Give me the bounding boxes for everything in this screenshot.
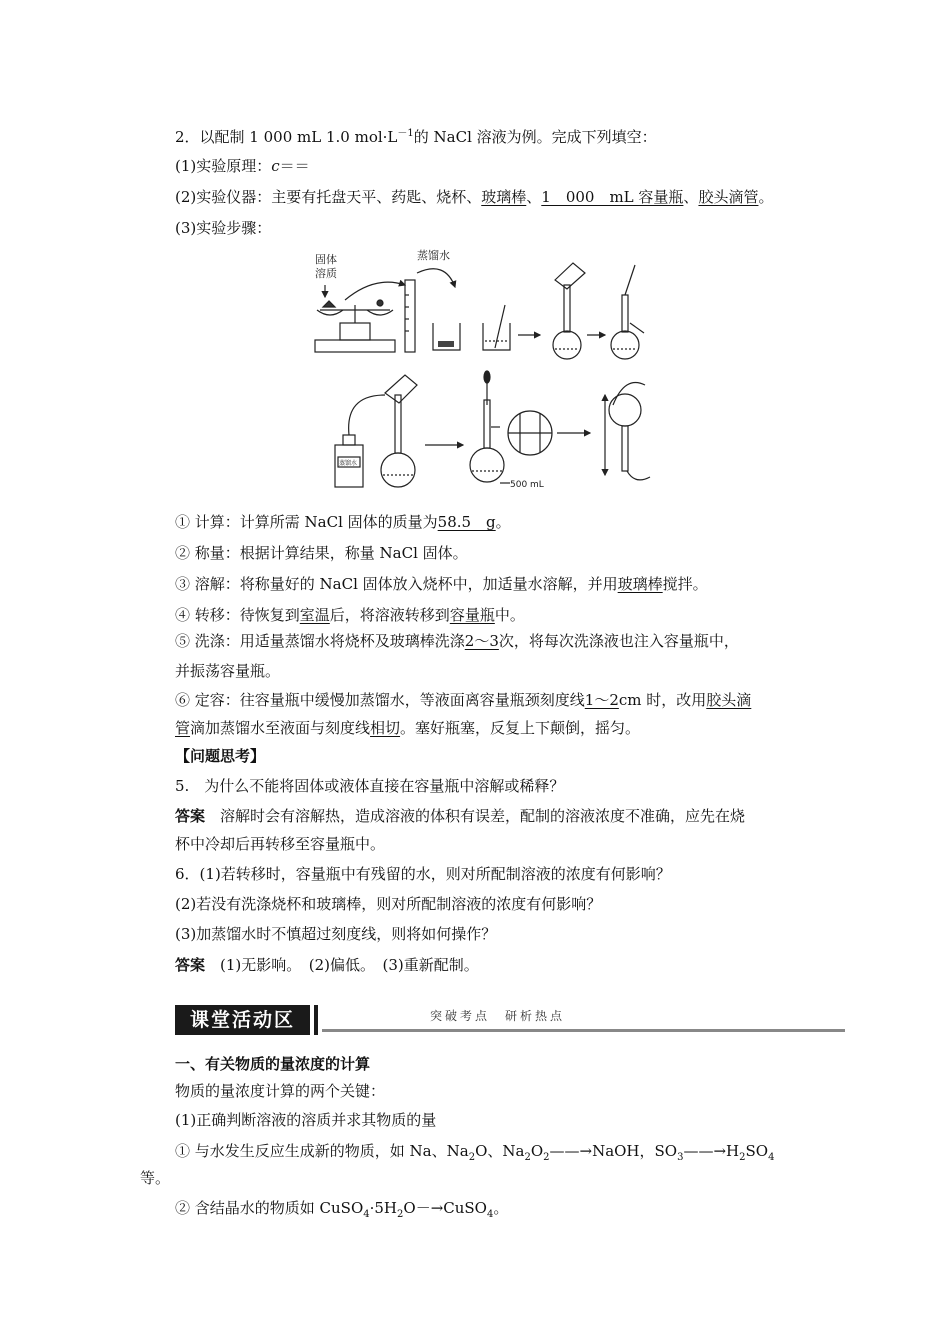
p3-text-a: ① 与水发生反应生成新的物质，如 Na、Na: [175, 1142, 469, 1160]
step-5-cont: [175, 661, 280, 681]
step-1: [175, 512, 511, 532]
step-5-answer: 2～3: [464, 632, 499, 650]
part1-p1: [175, 1081, 385, 1101]
p3-sub: 2: [524, 1152, 531, 1163]
step-5-text-2: 次，将每次洗涤液也注入容量瓶中，: [498, 632, 739, 650]
p3-wrap-text: 等。: [140, 1169, 171, 1187]
solution-preparation-diagram: [305, 245, 660, 495]
banner-title: 课堂活动区: [175, 1005, 310, 1035]
step-4-answer-1: 室温: [299, 606, 330, 624]
question-5-text: 5. 为什么不能将固体或液体直接在容量瓶中溶解或稀释？: [175, 777, 565, 795]
answer-5-text-2: 杯中冷却后再转移至容量瓶中。: [175, 835, 386, 853]
p4-text-d: 。: [493, 1199, 509, 1217]
p3-sub: 2: [543, 1152, 550, 1163]
meniscus-zoom-icon: [508, 411, 552, 455]
step-3-text: ③ 溶解：将称量好的 NaCl 固体放入烧杯中，加适量水溶解，并用: [175, 575, 618, 593]
questions-heading: [175, 746, 265, 766]
p4-text-b: ·5H: [369, 1199, 398, 1217]
p4-sub: 4: [486, 1209, 494, 1220]
intro-text-end: 的 NaCl 溶液为例。完成下列填空：: [413, 128, 657, 146]
instrument-volumetric-flask: 1 000 mL 容量瓶: [541, 188, 684, 206]
step-5-text-3: 并振荡容量瓶。: [175, 662, 281, 680]
label-solute: 溶质: [315, 267, 337, 280]
step-6-answer-2: 胶头滴: [706, 691, 752, 709]
wash-bottle-icon: [335, 395, 385, 487]
answer-5-cont: [175, 834, 385, 854]
step-6-answer-2-cont: 管: [175, 719, 191, 737]
banner-bar: [314, 1005, 318, 1035]
step-4: [175, 605, 525, 625]
step-6-text-3: 滴加蒸馏水至液面与刻度线: [190, 719, 371, 737]
label-solid: 固体: [315, 253, 337, 266]
part1-heading: [175, 1054, 370, 1074]
answer-5-text: 溶解时会有溶解热，造成溶液的体积有误差，配制的溶液浓度不准确，应先在烧: [205, 807, 746, 825]
p3-sub: 4: [768, 1152, 775, 1163]
step-1-text: ① 计算：计算所需 NaCl 固体的质量为: [175, 513, 438, 531]
beaker-stirring-icon: [483, 305, 510, 350]
p4-text-c: O－→CuSO: [403, 1199, 487, 1217]
answer-6-text: (1)无影响。 (2)偏低。 (3)重新配制。: [205, 956, 479, 974]
step-6-text-2: cm 时，改用: [618, 691, 707, 709]
question-6-2: [175, 894, 601, 914]
part1-p2: [175, 1110, 436, 1130]
steps-title: [175, 218, 271, 238]
intro-line: [175, 124, 657, 147]
part1-p4: [175, 1198, 508, 1225]
question-6-2-text: (2)若没有洗涤烧杯和玻璃棒，则对所配制溶液的浓度有何影响？: [175, 895, 602, 913]
shake-flask-icon: [611, 265, 644, 359]
p3-text-f: SO: [745, 1142, 769, 1160]
part1-p1-text: 物质的量浓度计算的两个关键：: [175, 1082, 386, 1100]
step-6-answer-1: 1～2: [584, 691, 619, 709]
label-volume: 500 mL: [510, 480, 544, 490]
instrument-dropper: 胶头滴管: [698, 188, 759, 206]
volumetric-flask-icon: [553, 263, 585, 359]
step-3-answer: 玻璃棒: [617, 575, 663, 593]
step-6-end: 。塞好瓶塞，反复上下颠倒，摇匀。: [400, 719, 641, 737]
step-6-answer-3: 相切: [370, 719, 401, 737]
question-5: [175, 776, 564, 796]
part1-p2-text: (1)正确判断溶液的溶质并求其物质的量: [175, 1111, 437, 1129]
principle-variable: c: [271, 157, 280, 175]
question-6-1: [175, 864, 671, 884]
step-6-text: ⑥ 定容：往容量瓶中缓慢加蒸馏水，等液面离容量瓶颈刻度线: [175, 691, 585, 709]
step-3-end: 搅拌。: [662, 575, 708, 593]
p3-text-b: O、Na: [475, 1142, 525, 1160]
principle-equals: ＝＝: [279, 157, 310, 175]
step-4-text: ④ 转移：待恢复到: [175, 606, 300, 624]
answer-6: [175, 955, 479, 975]
p4-sub: 4: [363, 1209, 370, 1220]
step-2-text: ② 称量：根据计算结果，称量 NaCl 固体。: [175, 544, 468, 562]
intro-superscript: －1: [397, 128, 414, 139]
balance-icon: [315, 300, 395, 352]
step-4-answer-2: 容量瓶: [449, 606, 495, 624]
step-2: [175, 543, 468, 563]
instruments-text: (2)实验仪器：主要有托盘天平、药匙、烧杯、: [175, 188, 482, 206]
separator: 、: [526, 188, 542, 206]
step-3: [175, 574, 708, 594]
step-5: [175, 631, 739, 651]
answer-label: 答案: [175, 807, 206, 825]
invert-flask-icon: [605, 383, 650, 480]
section-banner: [175, 1005, 845, 1037]
p3-sub: 2: [468, 1152, 476, 1163]
part1-heading-text: 一、有关物质的量浓度的计算: [175, 1055, 371, 1073]
flask-dropper-icon: [470, 371, 510, 483]
part1-p3: [175, 1141, 774, 1168]
flask-pouring-icon: [381, 375, 417, 487]
step-5-text: ⑤ 洗涤：用适量蒸馏水将烧杯及玻璃棒洗涤: [175, 632, 465, 650]
answer-label: 答案: [175, 956, 206, 974]
graduated-cylinder-icon: [405, 280, 415, 352]
beaker-icon: [433, 323, 460, 350]
label-distilled-water: 蒸馏水: [417, 249, 450, 262]
p4-text-a: ② 含结晶水的物质如 CuSO: [175, 1199, 364, 1217]
period: 。: [758, 188, 774, 206]
principle-line: [175, 156, 310, 176]
step-6-cont: [175, 718, 640, 738]
answer-5: [175, 806, 745, 826]
principle-label: (1)实验原理：: [175, 157, 272, 175]
step-1-end: 。: [495, 513, 511, 531]
label-bottle: 蒸馏水: [339, 460, 358, 467]
p3-sub: 2: [739, 1152, 746, 1163]
question-6-3: [175, 924, 496, 944]
separator: 、: [683, 188, 699, 206]
step-4-text-2: 后，将溶液转移到: [329, 606, 450, 624]
intro-text: 2．以配制 1 000 mL 1.0 mol·L: [175, 128, 398, 146]
p3-text-c: O: [530, 1142, 544, 1160]
banner-subtitle: 突破考点 研析热点: [430, 1009, 566, 1023]
instrument-glass-rod: 玻璃棒: [481, 188, 527, 206]
p3-sub: 3: [677, 1152, 684, 1163]
part1-p3-wrap: [140, 1168, 170, 1188]
step-4-end: 中。: [494, 606, 525, 624]
p3-text-d: ——→NaOH，SO: [549, 1142, 678, 1160]
p4-sub: 2: [397, 1209, 404, 1220]
step-6: [175, 690, 751, 710]
step-1-answer: 58.5 g: [437, 513, 496, 531]
question-6-1-text: 6．(1)若转移时，容量瓶中有残留的水，则对所配制溶液的浓度有何影响？: [175, 865, 671, 883]
steps-title-text: (3)实验步骤：: [175, 219, 272, 237]
questions-heading-text: 【问题思考】: [175, 747, 266, 765]
banner-rule: [322, 1029, 845, 1032]
p3-text-e: ——→H: [683, 1142, 740, 1160]
question-6-3-text: (3)加蒸馏水时不慎超过刻度线，则将如何操作？: [175, 925, 497, 943]
instruments-line: [175, 187, 773, 207]
